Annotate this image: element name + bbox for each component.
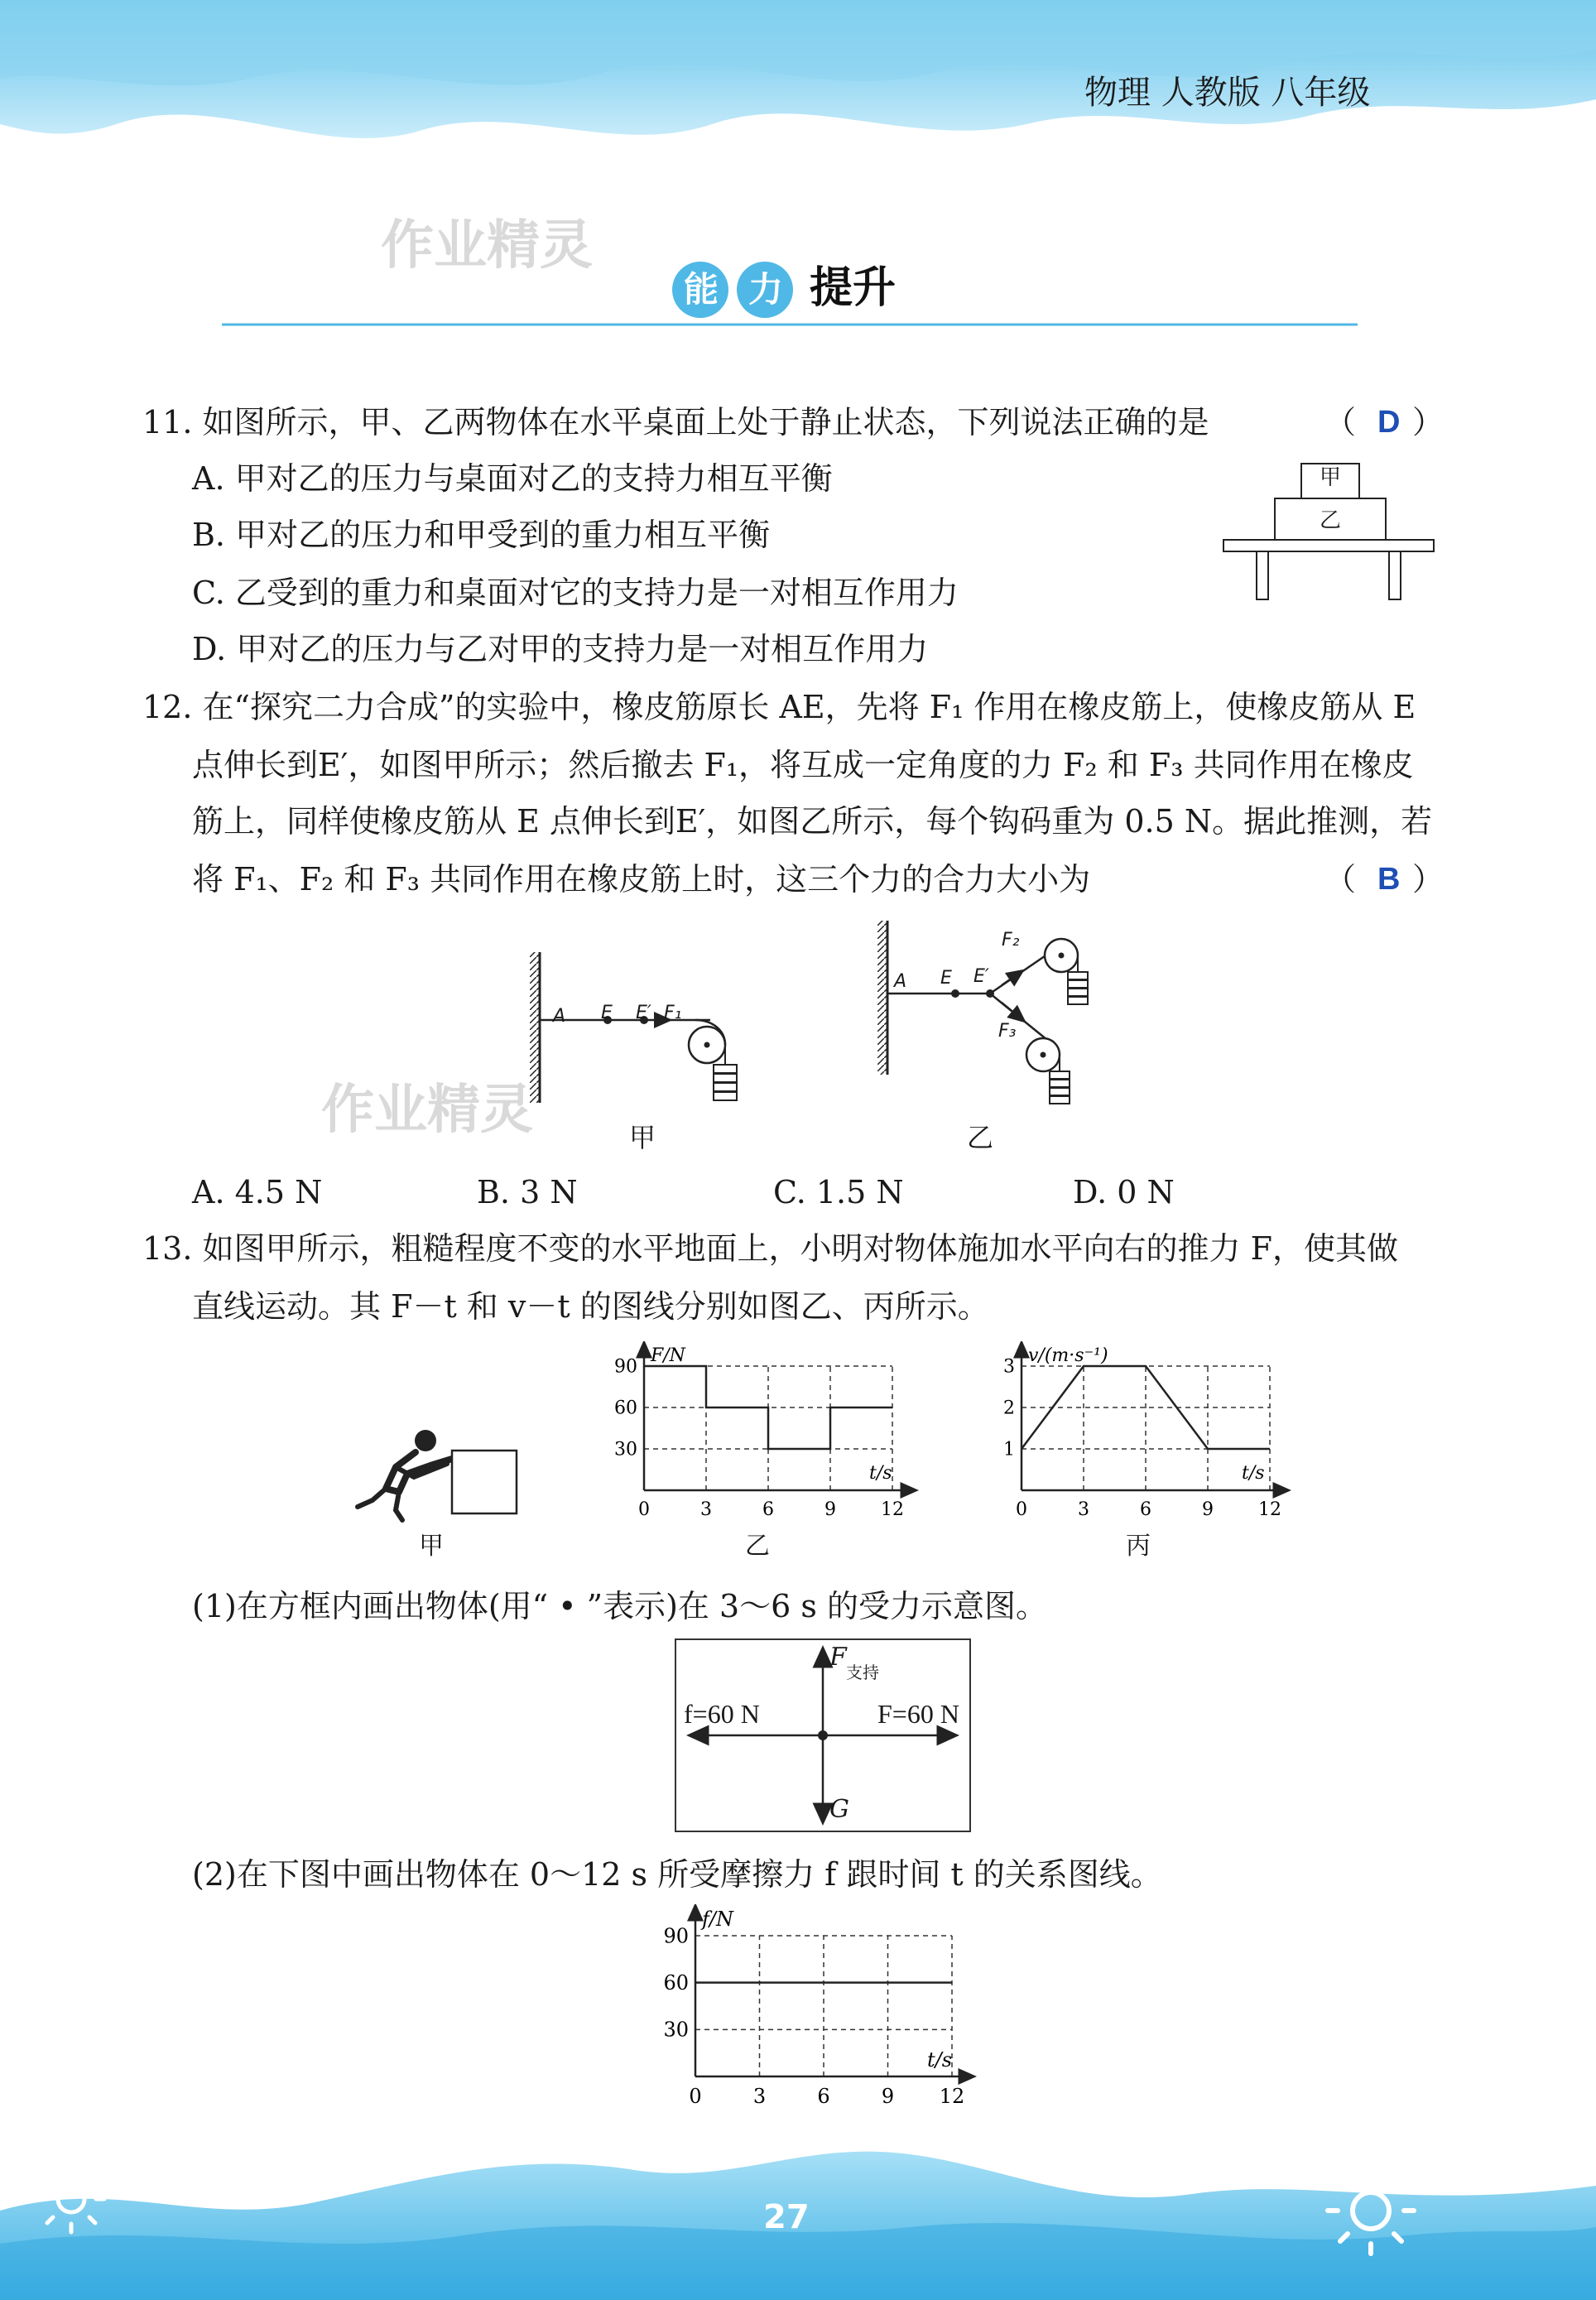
q12-option-a: A. 4.5 N [192, 1174, 323, 1210]
ft-x-tick: 6 [762, 1499, 774, 1520]
q13-chart-vt [977, 1341, 1291, 1523]
fr-y-tick: 60 [663, 1971, 689, 1995]
force-friction-label: f=60 N [684, 1699, 760, 1729]
fr-x-tick: 6 [817, 2085, 830, 2108]
q11-stem: 11. 如图所示，甲、乙两物体在水平桌面上处于静止状态，下列说法正确的是 [142, 404, 1209, 440]
section-title-a: 能 [684, 269, 719, 310]
vt-y-tick: 3 [1003, 1356, 1015, 1378]
q11-label-jia: 甲 [1320, 465, 1342, 490]
q13-sub1: (1)在方框内画出物体(用“ • ”表示)在 3～6 s 的受力示意图。 [192, 1588, 1047, 1624]
vt-x-tick: 9 [1202, 1499, 1214, 1520]
fr-x-tick: 3 [752, 2085, 767, 2108]
q12-figure-yi [877, 919, 1109, 1118]
fr-x-tick: 9 [881, 2085, 895, 2108]
q12-line-2: 点伸长到E′，如图甲所示；然后撤去 F₁，将互成一定角度的力 F₂ 和 F₃ 共同作用在橡皮 [192, 747, 1414, 783]
q13-line-1: 13. 如图甲所示，粗糙程度不变的水平地面上，小明对物体施加水平向右的推力 F，使其做 [142, 1230, 1398, 1267]
q11-label-yi: 乙 [1320, 508, 1342, 533]
ft-y-label: F/N [651, 1345, 685, 1366]
fr-x-label: t/s [927, 2048, 953, 2071]
q12-yi-label-f2: F₂ [1002, 930, 1020, 950]
q12-line-3: 筋上，同样使橡皮筋从 E 点伸长到E′，如图乙所示，每个钩码重为 0.5 N。据此推测，若 [192, 803, 1433, 840]
q13-sub2: (2)在下图中画出物体在 0～12 s 所受摩擦力 f 跟时间 t 的关系图线。 [192, 1856, 1162, 1893]
q13-caption-yi: 乙 [745, 1532, 770, 1561]
q12-jia-label-e2: E′ [636, 1003, 651, 1023]
vt-x-label: t/s [1242, 1463, 1265, 1484]
fr-y-tick: 30 [663, 2018, 689, 2042]
section-title-decoration [0, 0, 1596, 348]
fr-y-tick: 90 [663, 1924, 689, 1948]
sun-icon-left [38, 2166, 104, 2232]
q12-yi-label-a: A [894, 971, 907, 992]
fr-grid [695, 1936, 952, 2076]
section-title-c: 提升 [810, 263, 897, 313]
force-gravity-label: G [829, 1795, 849, 1824]
vt-x-tick: 12 [1258, 1499, 1281, 1520]
q11-paren-open: （ [1324, 404, 1357, 440]
vt-x-tick: 6 [1140, 1499, 1151, 1520]
q13-force-diagram [674, 1638, 972, 1833]
vt-x-tick: 0 [1016, 1499, 1027, 1520]
ft-y-tick: 60 [614, 1398, 637, 1419]
vt-x-tick: 3 [1078, 1499, 1089, 1520]
q13-line-2: 直线运动。其 F－t 和 v－t 的图线分别如图乙、丙所示。 [192, 1288, 989, 1325]
q11-option-b: B. 甲对乙的压力和甲受到的重力相互平衡 [192, 517, 771, 553]
q12-line-1: 12. 在“探究二力合成”的实验中，橡皮筋原长 AE，先将 F₁ 作用在橡皮筋上，使橡皮筋从 E [142, 689, 1416, 725]
q11-option-c: C. 乙受到的重力和桌面对它的支持力是一对相互作用力 [192, 575, 959, 611]
q11-answer: D [1377, 405, 1401, 440]
ft-x-tick: 3 [700, 1499, 712, 1520]
q12-answer: B [1377, 862, 1401, 897]
ft-y-tick: 90 [614, 1356, 637, 1378]
vt-y-tick: 1 [1003, 1439, 1015, 1460]
q13-caption-bing: 丙 [1126, 1532, 1151, 1561]
ft-x-label: t/s [869, 1463, 892, 1484]
q12-jia-label-f1: F₁ [664, 1003, 682, 1023]
ft-y-tick: 30 [614, 1439, 637, 1460]
q12-jia-caption: 甲 [629, 1122, 656, 1153]
vt-y-label: v/(m·s⁻¹) [1028, 1345, 1108, 1366]
header-subject: 物理 人教版 八年级 [1084, 74, 1371, 112]
section-title-b: 力 [748, 269, 784, 310]
q12-line-4: 将 F₁、F₂ 和 F₃ 共同作用在橡皮筋上时，这三个力的合力大小为 [192, 861, 1091, 897]
watermark: 作业精灵 [381, 215, 593, 277]
q11-option-a: A. 甲对乙的压力与桌面对乙的支持力相互平衡 [192, 460, 833, 497]
q12-yi-label-f3: F₃ [998, 1021, 1017, 1042]
q11-option-d: D. 甲对乙的压力与乙对甲的支持力是一对相互作用力 [192, 631, 929, 667]
force-support-label: F [829, 1643, 847, 1672]
q13-figure-jia [348, 1424, 530, 1523]
q12-option-c: C. 1.5 N [773, 1174, 904, 1210]
q12-yi-caption: 乙 [967, 1122, 994, 1153]
ft-x-tick: 0 [638, 1499, 650, 1520]
fr-x-tick: 0 [689, 2085, 702, 2108]
q12-yi-label-e: E [940, 968, 952, 989]
ft-x-tick: 12 [881, 1499, 904, 1520]
object-dot [818, 1730, 828, 1740]
force-push-label: F=60 N [877, 1699, 959, 1729]
q13-chart-friction [654, 1904, 977, 2111]
vt-grid [1022, 1366, 1270, 1490]
page-number: 27 [763, 2198, 810, 2236]
q12-jia-label-e: E [601, 1003, 613, 1023]
ft-x-tick: 9 [824, 1499, 836, 1520]
watermark-2: 作业精灵 [321, 1080, 533, 1141]
force-support-sub: 支持 [846, 1662, 879, 1682]
fr-y-label: f/N [702, 1908, 733, 1931]
q12-option-b: B. 3 N [477, 1174, 578, 1210]
q12-paren-open: （ [1324, 861, 1357, 897]
vt-y-tick: 2 [1003, 1398, 1015, 1419]
q12-option-d: D. 0 N [1073, 1174, 1175, 1210]
q12-jia-label-a: A [553, 1006, 566, 1027]
q11-paren-close: ） [1412, 404, 1445, 440]
fr-x-tick: 12 [939, 2085, 965, 2108]
q12-paren-close: ） [1412, 861, 1445, 897]
q12-yi-label-e2: E′ [973, 966, 989, 987]
q13-chart-ft [604, 1341, 919, 1523]
q13-caption-jia: 甲 [419, 1532, 444, 1561]
